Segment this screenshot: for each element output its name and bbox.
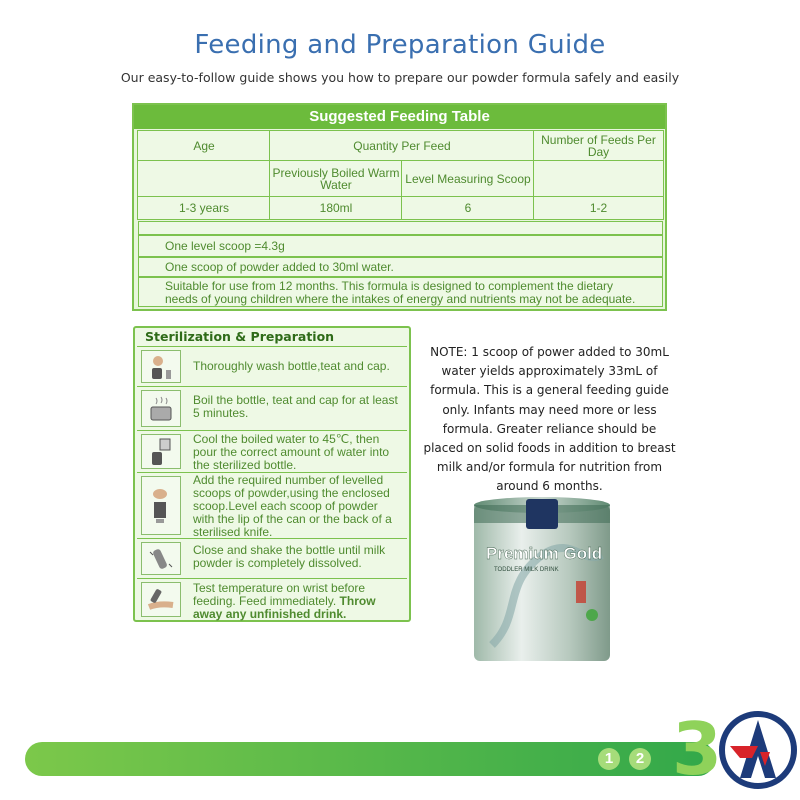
step-add-powder xyxy=(137,472,407,538)
step-text: Boil the bottle, teat and cap for at least 5 minutes. xyxy=(193,393,398,420)
step-text: Thoroughly wash bottle,teat and cap. xyxy=(193,359,390,373)
page-number-2[interactable]: 2 xyxy=(629,748,651,770)
page-title: Feeding and Preparation Guide xyxy=(194,30,606,60)
feeding-table-title: Suggested Feeding Table xyxy=(134,105,665,129)
header-age: Age xyxy=(137,130,271,162)
header-feeds-per-day: Number of Feeds Per Day xyxy=(533,130,664,162)
step-text: Cool the boiled water to 45℃, then pour the correct amount of water into the sterilized bottle. xyxy=(193,432,390,472)
spacer-row xyxy=(138,221,663,235)
header-empty xyxy=(137,160,271,198)
cell-scoop: 6 xyxy=(401,196,535,220)
wash-bottle-icon xyxy=(141,350,181,383)
feeding-table xyxy=(132,103,667,311)
step-boil xyxy=(137,386,407,430)
product-brand-label: Premium Gold xyxy=(486,544,603,563)
note-scoop-weight: One level scoop =4.3g xyxy=(138,235,663,257)
shake-bottle-icon xyxy=(141,542,181,575)
header-quantity: Quantity Per Feed xyxy=(269,130,535,162)
header-empty xyxy=(533,160,664,198)
page-number-1[interactable]: 1 xyxy=(598,748,620,770)
step-text: Add the required number of levelled scoops of powder,using the enclosed scoop.Level each scoop of powder with the lip of the can or the back of a sterilised knife. xyxy=(193,473,392,539)
step-text-warning: Throw away any unfinished drink. xyxy=(193,594,376,621)
feeding-note: NOTE: 1 scoop of power added to 30mL water yields approximately 33mL of formula. This is a general feeding guide only. Infants may need more or less formula. Greater reliance should be placed on solid foods in addition to breast milk and/or formula for nutrition from around 6 months. xyxy=(423,345,676,494)
sterilization-title: Sterilization & Preparation xyxy=(145,329,335,344)
header-scoop: Level Measuring Scoop xyxy=(401,160,535,198)
cell-feeds: 1-2 xyxy=(533,196,664,220)
cell-water: 180ml xyxy=(269,196,403,220)
step-text-normal: Test temperature on wrist before feeding. Feed immediately. xyxy=(193,581,366,608)
pour-water-icon xyxy=(141,434,181,469)
note-suitability: Suitable for use from 12 months. This formula is designed to complement the dietary needs of young children where the intakes of energy and nutrients may not be adequate. xyxy=(138,277,663,307)
add-powder-icon xyxy=(141,476,181,535)
product-can-image xyxy=(472,495,612,667)
wrist-test-icon xyxy=(141,582,181,617)
brand-logo xyxy=(718,708,798,792)
step-cool xyxy=(137,430,407,472)
product-line-label: TODDLER MILK DRINK xyxy=(494,567,559,573)
step-shake xyxy=(137,538,407,578)
step-text xyxy=(185,579,407,620)
header-water: Previously Boiled Warm Water xyxy=(269,160,403,198)
sterilization-panel xyxy=(133,326,411,622)
note-scoop-water: One scoop of powder added to 30ml water. xyxy=(138,257,663,277)
boil-pot-icon xyxy=(141,390,181,427)
step-test-temperature xyxy=(137,578,407,620)
step-wash xyxy=(137,346,407,386)
cell-age: 1-3 years xyxy=(137,196,271,220)
feeding-grid xyxy=(138,131,663,219)
current-page-number: 3 xyxy=(672,707,723,791)
step-text: Close and shake the bottle until milk powder is completely dissolved. xyxy=(193,543,386,570)
page-subtitle: Our easy-to-follow guide shows you how to prepare our powder formula safely and easily xyxy=(120,70,680,85)
